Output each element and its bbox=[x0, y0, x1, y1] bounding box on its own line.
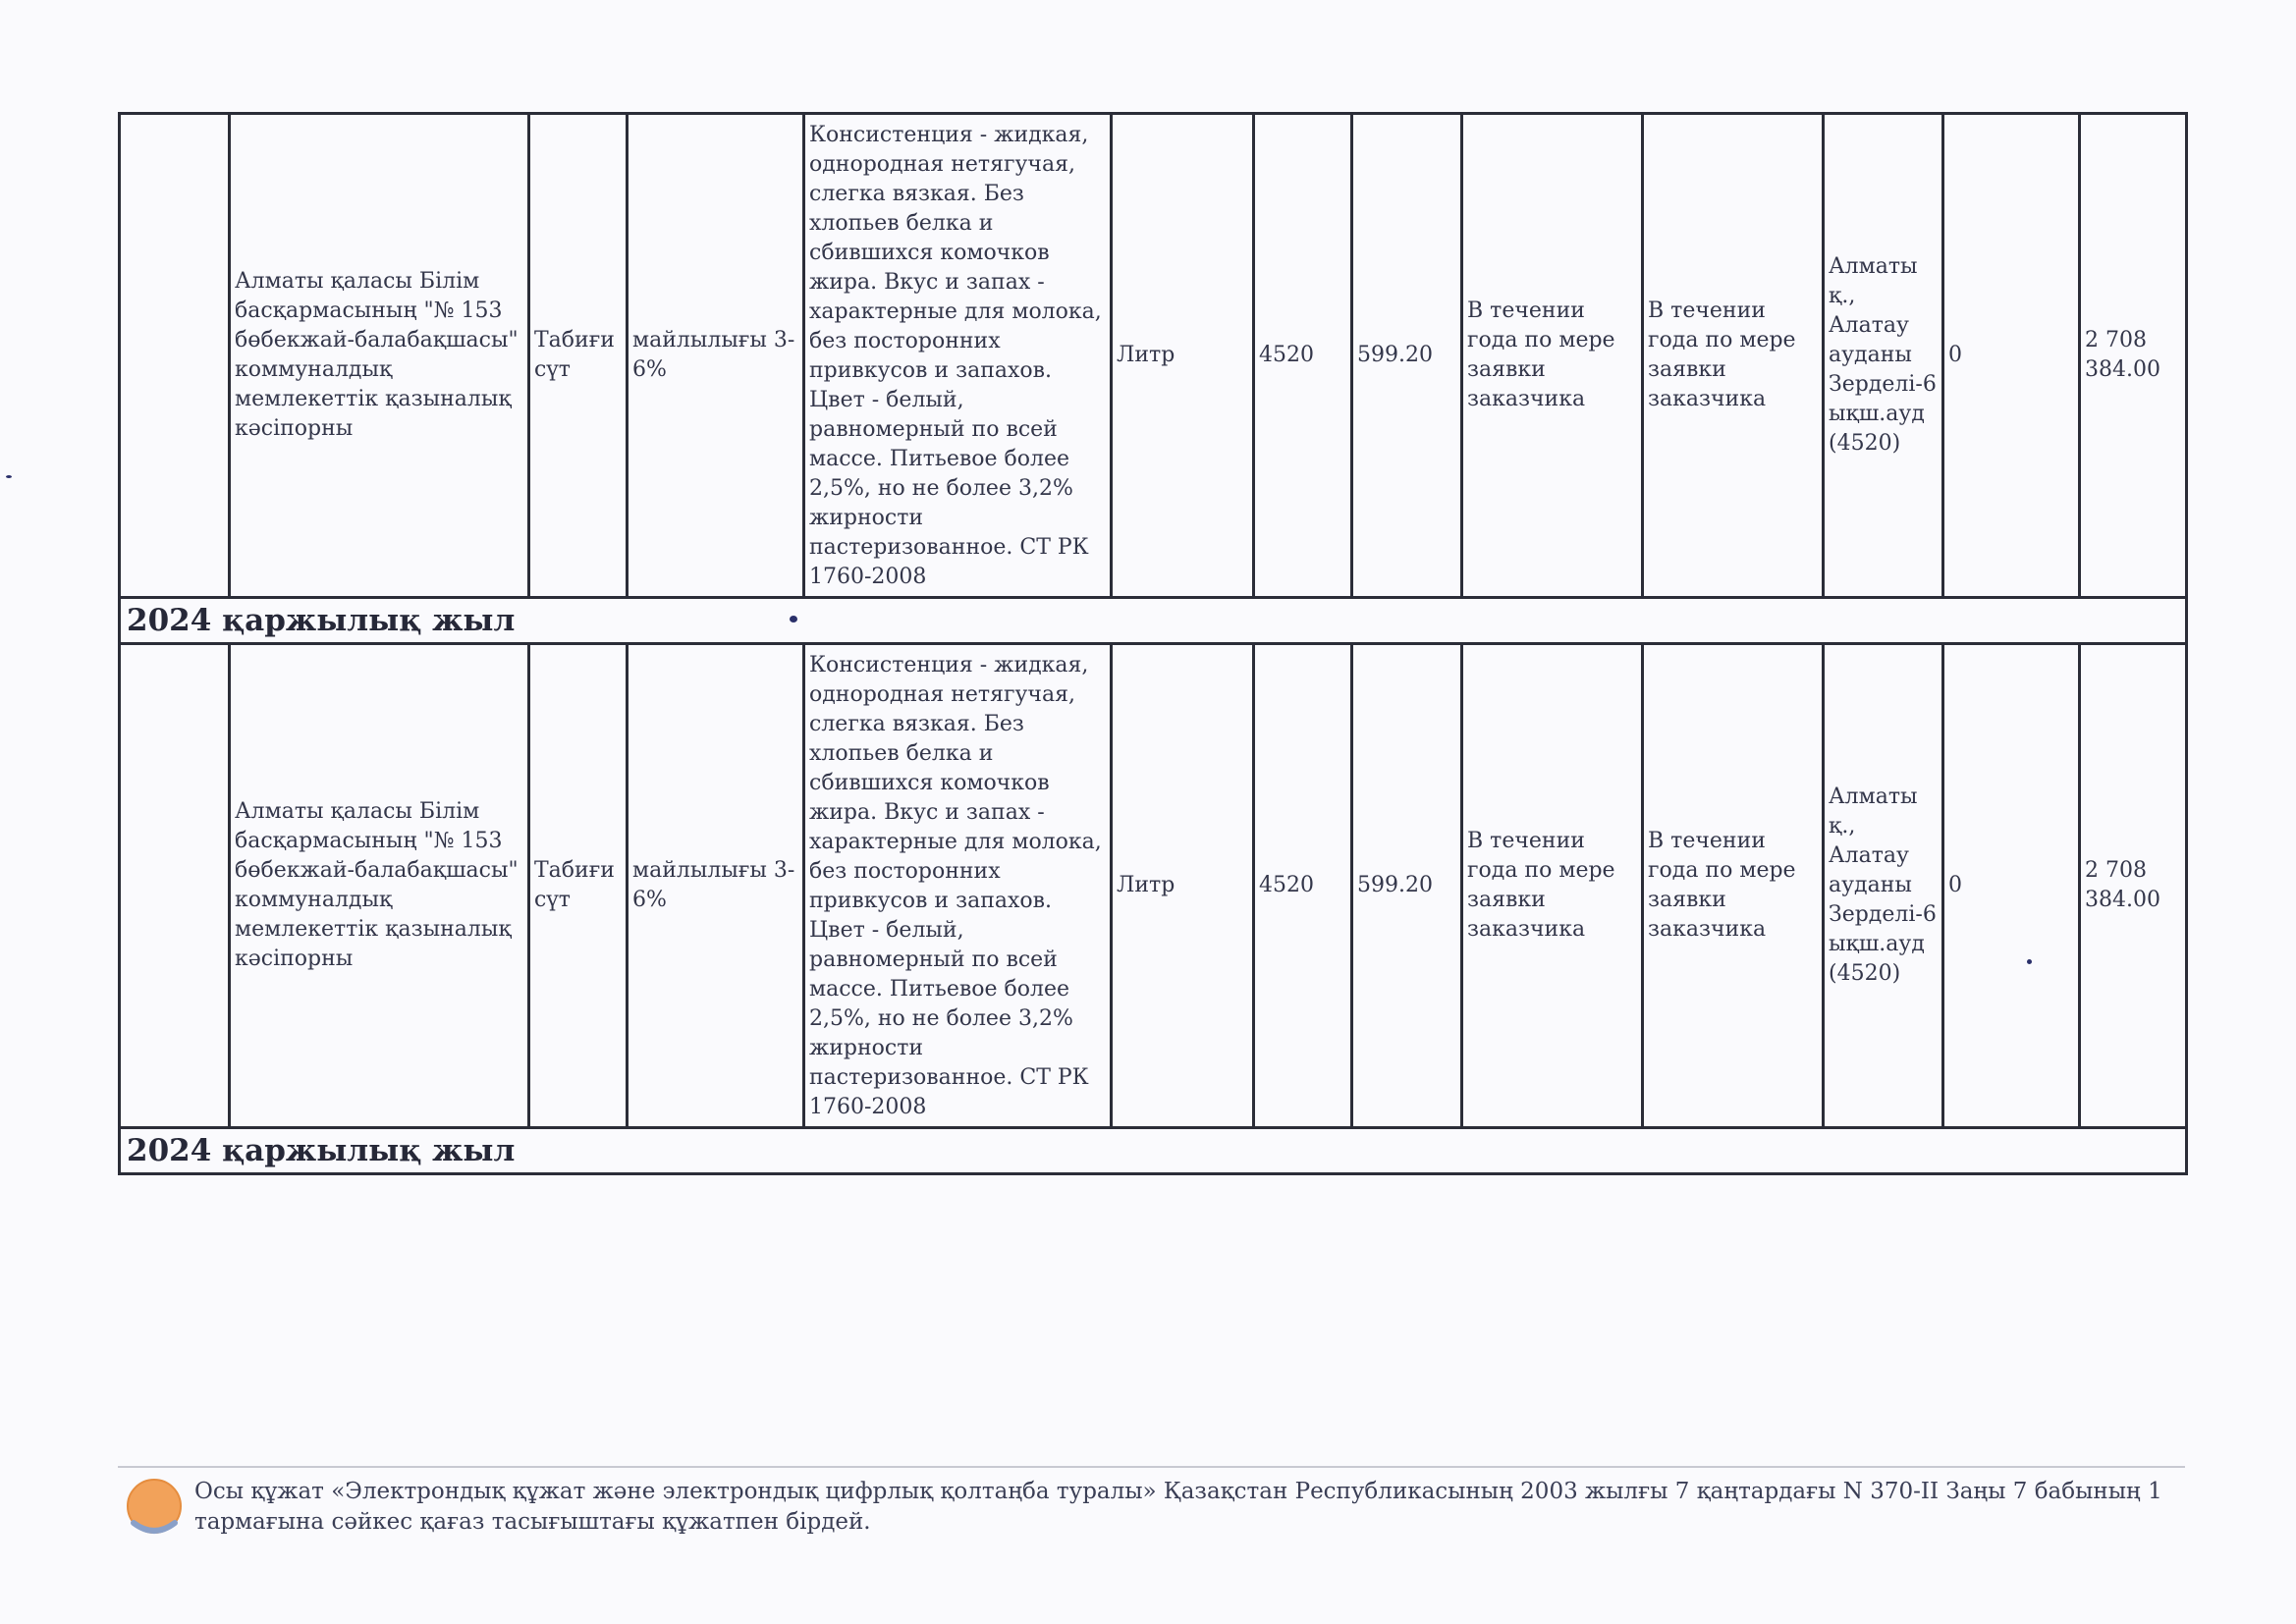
advance-cell: 0 bbox=[1943, 644, 2080, 1128]
egov-seal-icon bbox=[124, 1478, 185, 1539]
scan-speck bbox=[790, 616, 797, 623]
delivery-term-cell: В течении года по мере заявки заказчика bbox=[1462, 644, 1643, 1128]
quantity-cell: 4520 bbox=[1254, 114, 1352, 598]
customer-name-cell: Алматы қаласы Білім басқармасының "№ 153 бөбекжай-балабақшасы" коммуналдық мемлекеттік қазыналық кәсіпорны bbox=[230, 644, 529, 1128]
delivery-term-cell: В течении года по мере заявки заказчика bbox=[1462, 114, 1643, 598]
delivery-term-2-cell: В течении года по мере заявки заказчика bbox=[1643, 114, 1824, 598]
delivery-place-cell: Алматы қ., Алатау ауданы Зерделі-6 ықш.ауд (4520) bbox=[1824, 644, 1943, 1128]
quantity-cell: 4520 bbox=[1254, 644, 1352, 1128]
row-number-cell bbox=[120, 114, 230, 598]
price-cell: 599.20 bbox=[1352, 644, 1462, 1128]
item-spec-cell: майлылығы 3-6% bbox=[628, 114, 804, 598]
table-row bbox=[120, 114, 2187, 598]
fiscal-year-row bbox=[120, 1128, 2187, 1174]
footer-legal-note: Осы құжат «Электрондық құжат және электрондық цифрлық қолтаңба туралы» Қазақстан Республикасының 2003 жылғы 7 қаңтардағы N 370-II Заңы 7 бабының 1 тармағына сәйкес қағаз тасығыштағы құжатпен бірдей. bbox=[194, 1479, 2162, 1535]
fiscal-year-label: 2024 қаржылық жыл bbox=[120, 598, 2187, 644]
fiscal-year-label: 2024 қаржылық жыл bbox=[120, 1128, 2187, 1174]
delivery-term-2-cell: В течении года по мере заявки заказчика bbox=[1643, 644, 1824, 1128]
row-number-cell bbox=[120, 644, 230, 1128]
procurement-plan-table bbox=[118, 112, 2188, 1175]
price-cell: 599.20 bbox=[1352, 114, 1462, 598]
item-spec-cell: майлылығы 3-6% bbox=[628, 644, 804, 1128]
customer-name-cell: Алматы қаласы Білім басқармасының "№ 153 бөбекжай-балабақшасы" коммуналдық мемлекеттік қазыналық кәсіпорны bbox=[230, 114, 529, 598]
advance-cell: 0 bbox=[1943, 114, 2080, 598]
item-description-cell: Консистенция - жидкая, однородная нетягучая, слегка вязкая. Без хлопьев белка и сбившихся комочков жира. Вкус и запах - характерные для молока, без посторонних привкусов и запахов. Цвет - белый, равномерный по всей массе. Питьевое более 2,5%, но не более 3,2% жирности пастеризованное. СТ РК 1760-2008 bbox=[804, 644, 1112, 1128]
item-name-cell: Табиғи сүт bbox=[529, 114, 628, 598]
total-amount-cell: 2 708 384.00 bbox=[2080, 114, 2187, 598]
fiscal-year-row bbox=[120, 598, 2187, 644]
item-description-cell: Консистенция - жидкая, однородная нетягучая, слегка вязкая. Без хлопьев белка и сбившихся комочков жира. Вкус и запах - характерные для молока, без посторонних привкусов и запахов. Цвет - белый, равномерный по всей массе. Питьевое более 2,5%, но не более 3,2% жирности пастеризованное. СТ РК 1760-2008 bbox=[804, 114, 1112, 598]
unit-cell: Литр bbox=[1112, 114, 1254, 598]
footer-divider bbox=[118, 1466, 2185, 1468]
total-amount-cell: 2 708 384.00 bbox=[2080, 644, 2187, 1128]
table-row bbox=[120, 644, 2187, 1128]
scan-speck bbox=[6, 475, 12, 478]
delivery-place-cell: Алматы қ., Алатау ауданы Зерделі-6 ықш.ауд (4520) bbox=[1824, 114, 1943, 598]
item-name-cell: Табиғи сүт bbox=[529, 644, 628, 1128]
unit-cell: Литр bbox=[1112, 644, 1254, 1128]
scan-speck bbox=[2027, 959, 2032, 964]
table-body bbox=[120, 114, 2187, 1174]
